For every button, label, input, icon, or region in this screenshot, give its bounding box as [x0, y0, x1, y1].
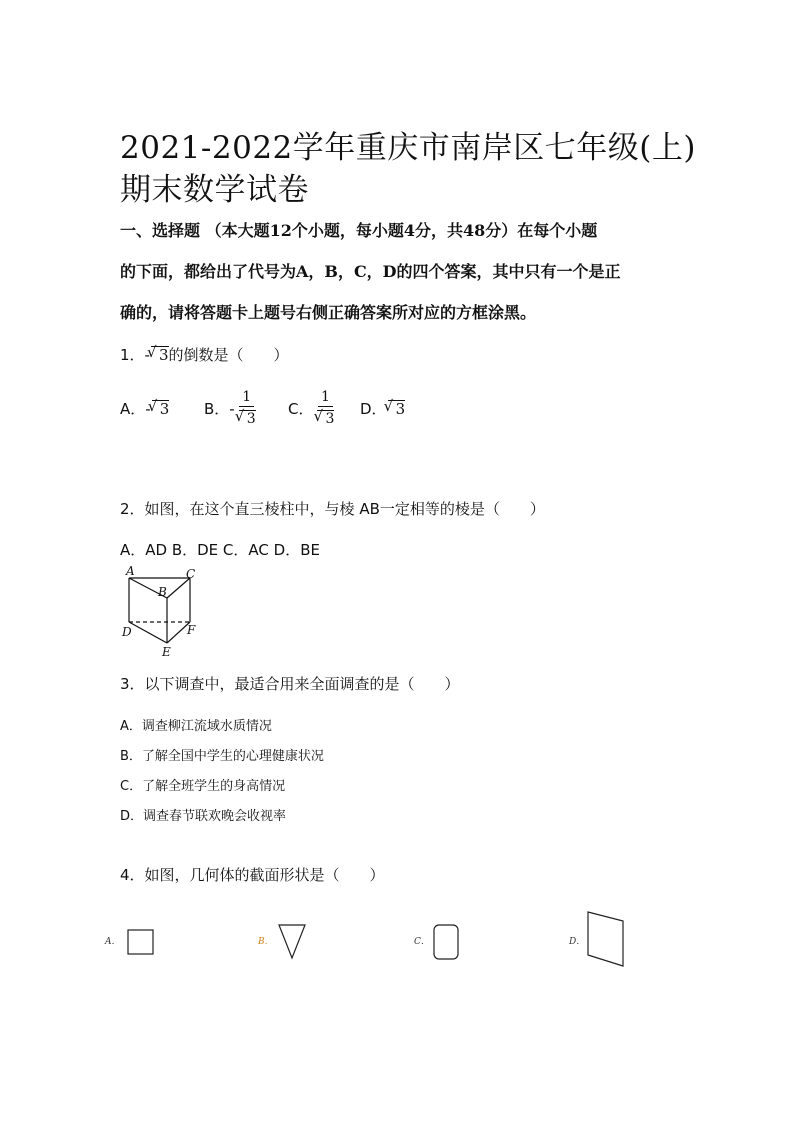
square-shape	[127, 929, 155, 957]
q1-option-c-denominator: √ 3	[317, 410, 334, 427]
q1-option-b-label: B．	[204, 399, 230, 418]
question-3-option-d: D．调查春节联欢晚会收视率	[120, 809, 287, 824]
question-1-options	[120, 388, 405, 429]
question-3-option-c: C．了解全班学生的身高情况	[120, 779, 286, 794]
q1-option-d-label: D．	[360, 399, 387, 418]
triangular-prism-figure	[118, 564, 208, 660]
question-1-text: 的倒数是（ ）	[168, 346, 289, 364]
question-1-stem	[120, 345, 289, 365]
question-3-option-b: B．了解全国中学生的心理健康状况	[120, 749, 324, 764]
q1-option-b-sign: -	[229, 399, 235, 418]
q1-option-b-fraction	[238, 388, 256, 429]
q1-option-a-label: A．	[120, 399, 146, 418]
q1-option-c-fraction	[316, 388, 334, 429]
inverted-triangle-shape	[278, 922, 308, 962]
parallelogram-shape	[585, 910, 627, 968]
q4-option-c	[414, 924, 466, 964]
question-2-options: A．AD B．DE C．AC D．BE	[120, 541, 320, 559]
q4-option-b-label: B．	[258, 937, 274, 947]
vertex-label-c: C	[186, 567, 196, 581]
question-3-option-a: A．调查柳江流域水质情况	[120, 719, 272, 734]
question-4-stem: 4．如图，几何体的截面形状是（ ）	[120, 866, 385, 884]
q1-option-a	[120, 399, 204, 419]
q1-option-b-denominator: √ 3	[239, 410, 256, 427]
paper-title-line-1: 2021-2022学年重庆市南岸区七年级(上)	[120, 130, 696, 166]
q4-option-a	[105, 928, 157, 958]
question-2-stem: 2．如图，在这个直三棱柱中，与棱 AB一定相等的棱是（ ）	[120, 500, 545, 518]
q1-option-d-radical: √ 3	[388, 400, 406, 417]
section-instructions-line-2: 的下面，都给出了代号为A，B，C，D的四个答案，其中只有一个是正	[120, 262, 621, 281]
q1-option-c-label: C．	[288, 399, 314, 418]
q1-option-c	[288, 388, 360, 429]
question-1-neg-sign: -	[144, 346, 150, 364]
q1-option-b	[204, 388, 288, 429]
q4-option-d	[569, 910, 629, 970]
vertex-label-d: D	[122, 625, 132, 639]
q1-option-a-radical: √ 3	[152, 400, 170, 417]
section-instructions-line-1: 一、选择题 （本大题12个小题，每小题4分，共48分）在每个小题	[120, 221, 598, 240]
q1-option-a-sign: -	[145, 399, 151, 418]
vertex-label-f: F	[187, 623, 196, 637]
section-instructions-line-3: 确的，请将答题卡上题号右侧正确答案所对应的方框涂黑。	[120, 303, 537, 322]
q4-option-a-label: A．	[105, 937, 121, 947]
q1-option-b-numerator: 1	[239, 388, 254, 407]
q4-option-d-label: D．	[569, 937, 586, 947]
q4-option-c-label: C．	[414, 937, 430, 947]
vertex-label-b: B	[158, 585, 167, 599]
vertex-label-a: A	[126, 564, 135, 578]
vertex-label-e: E	[162, 645, 171, 659]
q4-option-b	[258, 922, 310, 962]
question-1-number: 1．	[120, 346, 145, 364]
q1-option-c-numerator: 1	[318, 388, 333, 407]
q1-option-d	[360, 399, 405, 419]
question-1-radical: √ 3	[151, 346, 169, 363]
rounded-rectangle-shape	[433, 924, 461, 962]
question-3-stem: 3．以下调查中，最适合用来全面调查的是（ ）	[120, 675, 460, 693]
paper-title-line-2: 期末数学试卷	[120, 172, 309, 208]
